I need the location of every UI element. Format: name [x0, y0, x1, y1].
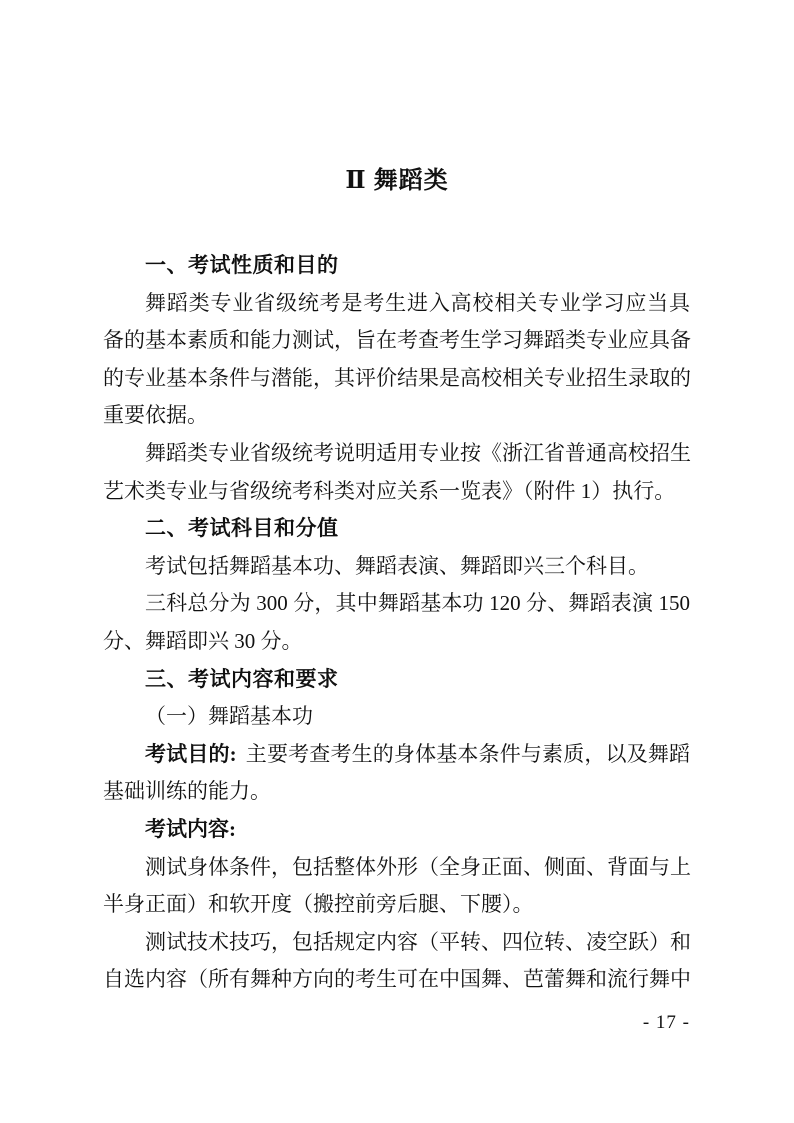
body-line: 舞蹈类专业省级统考说明适用专业按《浙江省普通高校招生: [145, 440, 691, 465]
page-title: Ⅱ 舞蹈类: [345, 168, 449, 194]
body-line: 舞蹈类专业省级统考是考生进入高校相关专业学习应当具: [145, 290, 690, 315]
section-heading-1: 一、考试性质和目的: [145, 254, 339, 277]
body-line-text: 主要考查考生的身体基本条件与素质，以及舞蹈: [245, 741, 690, 766]
subsection-heading: （一）舞蹈基本功: [145, 704, 313, 729]
body-line: 半身正面）和软开度（搬控前旁后腿、下腰）。: [103, 892, 534, 917]
body-line: 考试包括舞蹈基本功、舞蹈表演、舞蹈即兴三个科目。: [145, 553, 649, 578]
body-line: 的专业基本条件与潜能，其评价结果是高校相关专业招生录取的: [103, 365, 691, 390]
body-line: 测试技术技巧，包括规定内容（平转、四位转、凌空跃）和: [145, 929, 691, 954]
body-line: 基础训练的能力。: [103, 779, 271, 804]
body-line: 备的基本素质和能力测试，旨在考查考生学习舞蹈类专业应具备: [103, 328, 691, 353]
section-heading-3: 三、考试内容和要求: [145, 667, 339, 691]
body-line: [103, 811, 690, 849]
body-line: 艺术类专业与省级统考科类对应关系一览表》（附件 1）执行。: [103, 478, 676, 503]
body-line: [103, 736, 690, 774]
document-body: [103, 247, 690, 999]
body-line: 分、舞蹈即兴 30 分。: [103, 628, 303, 653]
section-heading-2: 二、考试科目和分值: [145, 517, 339, 541]
field-label-exam-purpose: 考试目的:: [145, 741, 237, 766]
field-label-exam-content: 考试内容:: [145, 816, 236, 841]
page-number: - 17 -: [642, 1012, 690, 1033]
body-line: 三科总分为 300 分，其中舞蹈基本功 120 分、舞蹈表演 150: [145, 591, 690, 616]
body-line: 重要依据。: [103, 403, 208, 428]
body-line: 自选内容（所有舞种方向的考生可在中国舞、芭蕾舞和流行舞中: [103, 967, 691, 992]
body-line: 测试身体条件，包括整体外形（全身正面、侧面、背面与上: [145, 854, 691, 879]
